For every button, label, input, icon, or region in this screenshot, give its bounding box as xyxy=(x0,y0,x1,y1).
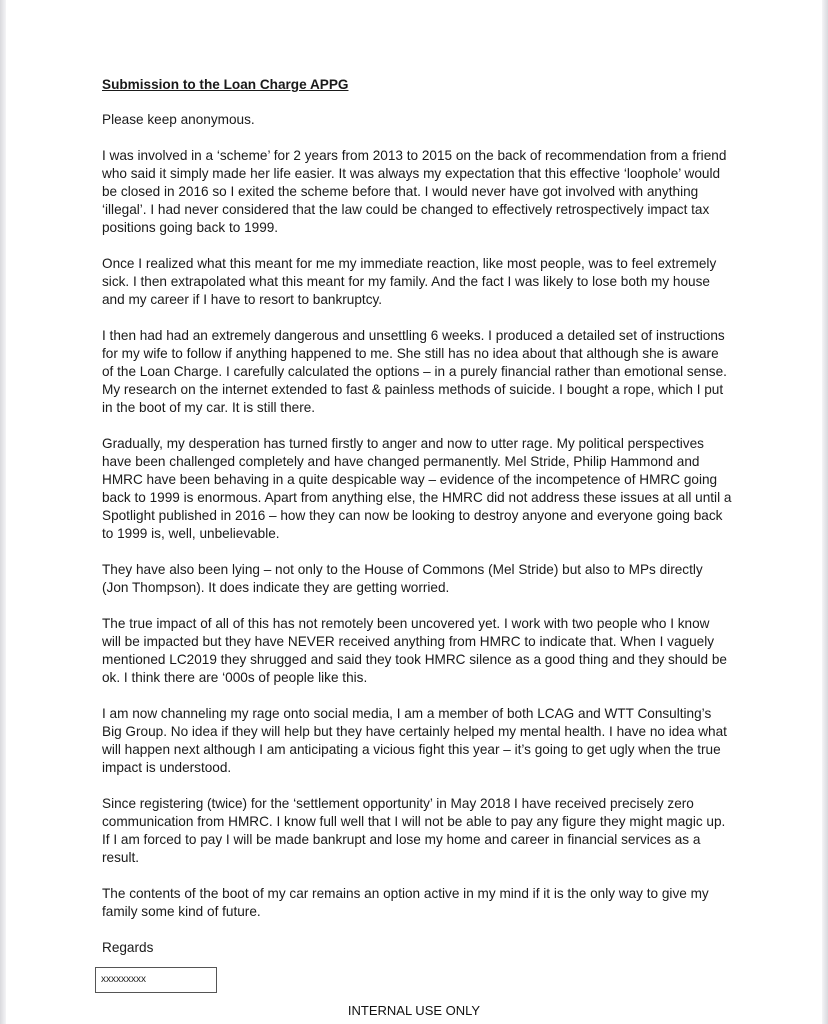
paragraph-true-impact: The true impact of all of this has not remotely been uncovered yet. I work with two people who I know will be impacted but they have NEVER received anything from HMRC to indicate that. When I vaguely mentioned LC2019 they shrugged and said they took HMRC silence as a good thing and they should be ok. I think there are ‘000s of people like this. xyxy=(102,616,727,685)
document-title: Submission to the Loan Charge APPG xyxy=(102,77,349,92)
paragraph-scheme: I was involved in a ‘scheme’ for 2 years from 2013 to 2015 on the back of recommendation from a friend who said it simply made her life easier. It was always my expectation that this effective ‘loophole’ would be closed in 2016 so I exited the scheme before that. I would never have got involved with anything ‘illegal’. I had never considered that the law could be changed to effectively retrospectively impact tax positions going back to 1999. xyxy=(102,148,727,235)
paragraph-boot: The contents of the boot of my car remains an option active in my mind if it is the only way to give my family some kind of future. xyxy=(102,886,709,919)
paragraph-social-media: I am now channeling my rage onto social media, I am a member of both LCAG and WTT Consulting’s Big Group. No idea if they will help but they have certainly helped my mental health. I have no idea what will happen next although I am anticipating a vicious fight this year – it’s going to get ugly when the true impact is understood. xyxy=(102,706,727,775)
paragraph-settlement: Since registering (twice) for the ‘settlement opportunity’ in May 2018 I have received precisely zero communication from HMRC. I know full well that I will not be able to pay any figure they might magic up. If I am forced to pay I will be made bankrupt and lose my home and career in financial services as a result. xyxy=(102,796,726,865)
paragraph-regards: Regards xyxy=(102,940,154,955)
document-body xyxy=(102,76,732,975)
paragraph-six-weeks: I then had had an extremely dangerous and unsettling 6 weeks. I produced a detailed set of instructions for my wife to follow if anything happened to me. She still has no idea about that although she is aware of the Loan Charge. I carefully calculated the options – in a purely financial rather than emotional sense. My research on the internet extended to fast & painless methods of suicide. I bought a rope, which I put in the boot of my car. It is still there. xyxy=(102,328,727,415)
paragraph-lying: They have also been lying – not only to the House of Commons (Mel Stride) but also to MPs directly (Jon Thompson). It does indicate they are getting worried. xyxy=(102,562,703,595)
page-edge-left xyxy=(0,0,6,1024)
paragraph-anonymous: Please keep anonymous. xyxy=(102,112,255,127)
paragraph-reaction: Once I realized what this meant for me my immediate reaction, like most people, was to feel extremely sick. I then extrapolated what this meant for my family. And the fact I was likely to lose both my house and my career if I have to resort to bankruptcy. xyxy=(102,256,717,307)
paragraph-rage: Gradually, my desperation has turned firstly to anger and now to utter rage. My political perspectives have been challenged completely and have changed permanently. Mel Stride, Philip Hammond and HMRC have been behaving in a quite despicable way – evidence of the incompetence of HMRC going back to 1999 is enormous. Apart from anything else, the HMRC did not address these issues at all until a Spotlight published in 2016 – how they can now be looking to destroy anyone and everyone going back to 1999 is, well, unbelievable. xyxy=(102,436,732,541)
page-edge-right xyxy=(822,0,828,1024)
signature-box: xxxxxxxxx xyxy=(95,967,217,993)
footer-label: INTERNAL USE ONLY xyxy=(347,1003,481,1018)
